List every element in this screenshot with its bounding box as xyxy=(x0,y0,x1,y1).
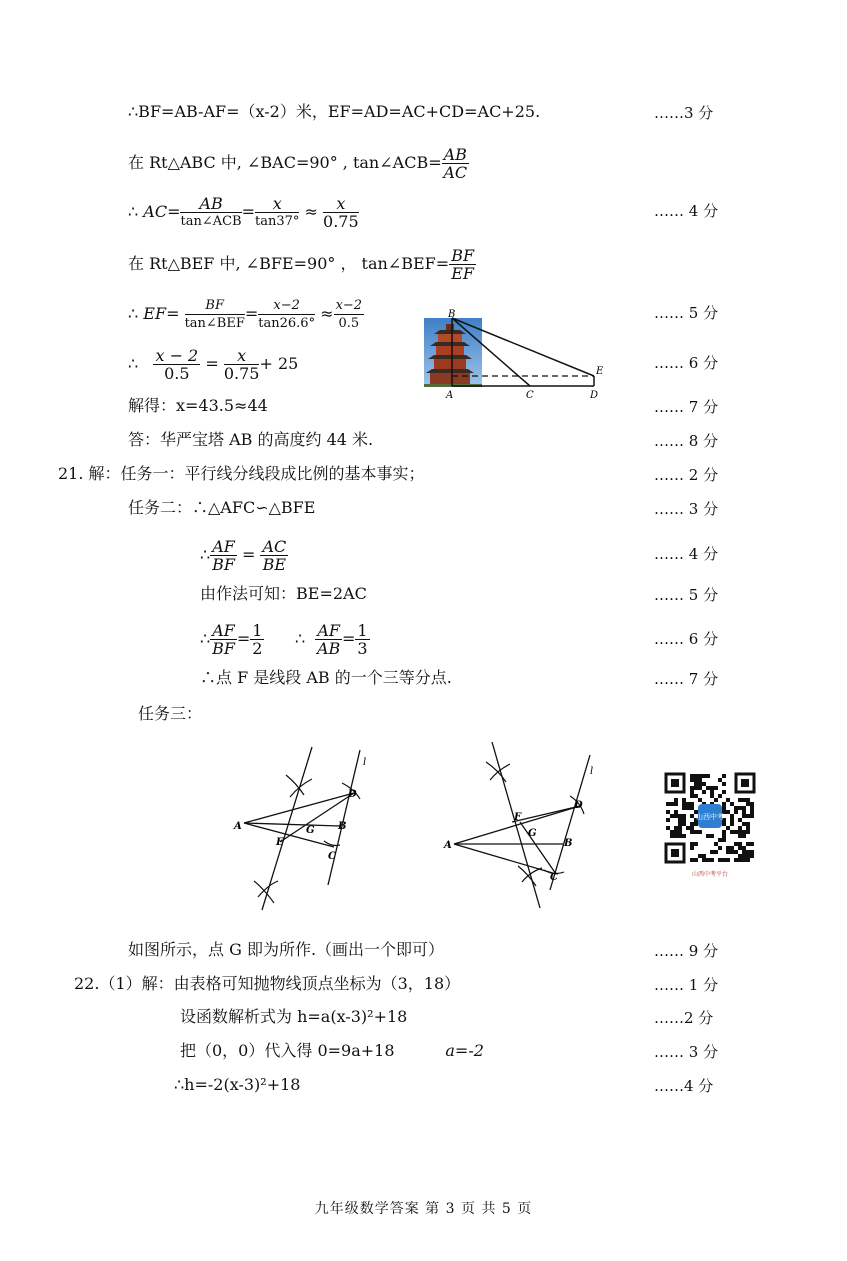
fig1-label-A: A xyxy=(234,821,242,832)
fig1-label-C: C xyxy=(328,851,336,862)
construction-figure-1 xyxy=(230,745,380,915)
page-footer: 九年级数学答案 第 3 页 共 5 页 xyxy=(314,1201,533,1217)
frac-ab-ac: $\frac{AB}{AC}$ xyxy=(443,145,468,182)
label-C: C xyxy=(526,390,534,400)
pagoda-figure xyxy=(420,308,610,400)
score-8: …… 3 分 xyxy=(654,500,719,518)
q21-task3: 任务三： xyxy=(138,704,203,723)
q20-line1: ∴BF=AB-AF=（x-2）米，EF=AD=AC+CD=AC+25. xyxy=(128,102,541,121)
q20-line5: ∴ EF= $\frac{BF}{\text{tan∠BEF}}$ = $\frac{x-2}{\tan 26.6^\circ}$ ≈ $\frac{x-2}{0.5}$ xyxy=(128,298,363,331)
fig2-label-G: G xyxy=(528,828,537,839)
score-2: …… 4 分 xyxy=(654,202,719,220)
q20-line3: ∴ AC= $\frac{AB}{\text{tan∠ACB}}$ = $\frac{x}{\tan 37^\circ}$ ≈ $\frac{x}{0.75}$ xyxy=(128,194,359,231)
q21-ratio: ∴ $\frac{AF}{BF}$ = $\frac{AC}{BE}$ xyxy=(200,537,287,574)
fig1-label-G: G xyxy=(306,825,315,836)
qr-code xyxy=(664,772,764,892)
score-4: …… 6 分 xyxy=(654,354,719,372)
q20-solve: 解得：x=43.5≈44 xyxy=(128,396,268,415)
score-6: …… 8 分 xyxy=(654,432,719,450)
score-12: …… 7 分 xyxy=(654,670,719,688)
score-9: …… 4 分 xyxy=(654,545,719,563)
score-5: …… 7 分 xyxy=(654,398,719,416)
score-15: ……2 分 xyxy=(654,1009,714,1027)
fig1-label-B: B xyxy=(338,821,347,832)
q22-set: 设函数解析式为 h=a(x-3)²+18 xyxy=(180,1007,408,1026)
score-14: …… 1 分 xyxy=(654,976,719,994)
fig2-label-D: D xyxy=(574,800,583,811)
fig2-label-C: C xyxy=(550,872,558,883)
label-B: B xyxy=(448,309,456,320)
fig2-label-B: B xyxy=(564,838,573,849)
score-10: …… 5 分 xyxy=(654,586,719,604)
svg-text:山西中考: 山西中考 xyxy=(696,813,724,821)
q20-line2: 在 Rt△ABC 中, ∠BAC=90° , tan∠ACB= $\frac{AB}{AC}$ xyxy=(128,145,468,182)
q21-trisect: ∴点 F 是线段 AB 的一个三等分点. xyxy=(200,668,452,687)
qr-caption: 山西中考平台 xyxy=(691,871,729,878)
q21-ratio2: ∴ $\frac{AF}{BF}$ = $\frac{1}{2}$ ∴ $\frac{AF}{AB}$ = $\frac{1}{3}$ xyxy=(200,621,368,658)
fig1-label-D: D xyxy=(348,789,357,800)
q20-line6: ∴ $\frac{x - 2}{0.5}$ = $\frac{x}{0.75}$ + 25 xyxy=(128,346,299,383)
q21-as-shown: 如图所示，点 G 即为所作.（画出一个即可） xyxy=(128,940,445,959)
fig1-label-l: l xyxy=(363,757,367,768)
fig1-label-E: E xyxy=(276,837,284,848)
q20-answer: 答：华严宝塔 AB 的高度约 44 米. xyxy=(128,430,374,449)
score-3: …… 5 分 xyxy=(654,304,719,322)
label-D: D xyxy=(590,390,599,400)
fig2-label-A: A xyxy=(444,840,452,851)
score-7: …… 2 分 xyxy=(654,466,719,484)
q21-bycons: 由作法可知：BE=2AC xyxy=(200,584,367,603)
score-1: ……3 分 xyxy=(654,104,714,122)
construction-figure-2 xyxy=(440,740,610,910)
label-E: E xyxy=(596,366,604,377)
score-13: …… 9 分 xyxy=(654,942,719,960)
q22-sub: 把（0，0）代入得 0=9a+18 a=-2 xyxy=(180,1041,484,1060)
score-16: …… 3 分 xyxy=(654,1043,719,1061)
label-A: A xyxy=(446,390,454,400)
q21-head: 21. 解：任务一：平行线分线段成比例的基本事实； xyxy=(58,464,425,483)
q20-line4: 在 Rt△BEF 中, ∠BFE=90° ， tan∠BEF= $\frac{BF}{EF}$ xyxy=(128,246,475,283)
q22-result: ∴h=-2(x-3)²+18 xyxy=(174,1075,301,1094)
q21-task2: 任务二：∴△AFC∽△BFE xyxy=(128,498,316,517)
score-11: …… 6 分 xyxy=(654,630,719,648)
fig2-label-F: F xyxy=(514,812,522,823)
fig2-label-l: l xyxy=(590,766,594,777)
score-17: ……4 分 xyxy=(654,1077,714,1095)
q22-head: 22.（1）解：由表格可知抛物线顶点坐标为（3，18） xyxy=(74,974,461,993)
